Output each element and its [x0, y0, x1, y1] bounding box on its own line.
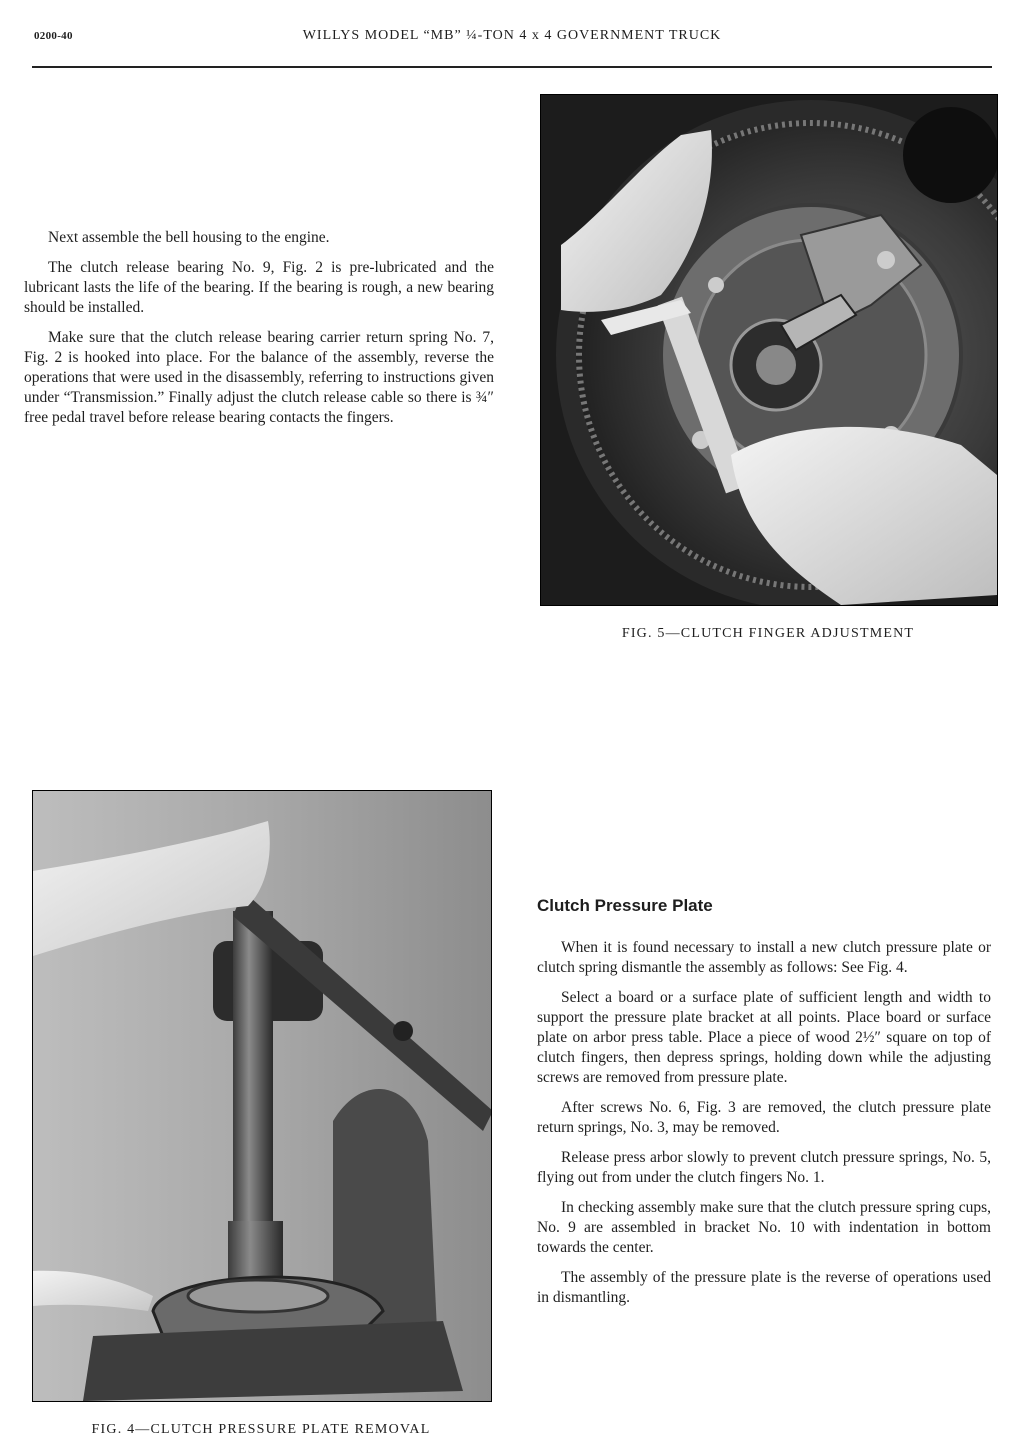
paragraph: The clutch release bearing No. 9, Fig. 2 is pre-lubricated and the lubricant lasts the life of the bearing. If the bearing is rough, a new bearing should be installed. [24, 259, 494, 316]
paragraph: Select a board or a surface plate of sufficient length and width to support the pressure plate bracket at all points. Place board or surface plate on arbor press table. Place a piece of wood 2½″ square on top of clutch fingers, then depress springs, holding down while the adjusting screws are removed from pressure plate. [537, 989, 991, 1086]
left-column [24, 228, 494, 438]
clutch-finger-adjustment-photo [540, 94, 998, 606]
page-header [32, 26, 992, 68]
figure-caption: FIG. 5—CLUTCH FINGER ADJUSTMENT [621, 626, 915, 641]
arbor-press-photo-illustration [33, 791, 491, 1401]
paragraph: In checking assembly make sure that the clutch pressure spring cups, No. 9 are assembled in bracket No. 10 with indentation in bottom towards the center. [537, 1199, 991, 1256]
figure-caption: FIG. 4—CLUTCH PRESSURE PLATE REMOVAL [91, 1422, 431, 1437]
paragraph: Make sure that the clutch release bearing carrier return spring No. 7, Fig. 2 is hooked into place. For the balance of the assembly, reverse the operations that were used in the disassembly, referring to instructions given under “Transmission.” Finally adjust the clutch release cable so there is ¾″ free pedal travel before release bearing contacts the fingers. [24, 329, 494, 426]
paragraph: Next assemble the bell housing to the engine. [48, 229, 330, 246]
paragraph: When it is found necessary to install a new clutch pressure plate or clutch spring dismantle the assembly as follows: See Fig. 4. [537, 939, 991, 976]
paragraph: The assembly of the pressure plate is the reverse of operations used in dismantling. [537, 1269, 991, 1306]
paragraph: Release press arbor slowly to prevent clutch pressure springs, No. 5, flying out from under the clutch fingers No. 1. [537, 1149, 991, 1186]
paragraph: After screws No. 6, Fig. 3 are removed, the clutch pressure plate return springs, No. 3, may be removed. [537, 1099, 991, 1136]
clutch-finger-photo-illustration [541, 95, 997, 605]
page-number: 0200-40 [34, 30, 73, 42]
section-heading: Clutch Pressure Plate [537, 896, 713, 915]
right-column [537, 896, 991, 1318]
running-title: WILLYS MODEL “MB” ¼-TON 4 x 4 GOVERNMENT TRUCK [302, 28, 722, 43]
clutch-pressure-plate-removal-photo [32, 790, 492, 1402]
